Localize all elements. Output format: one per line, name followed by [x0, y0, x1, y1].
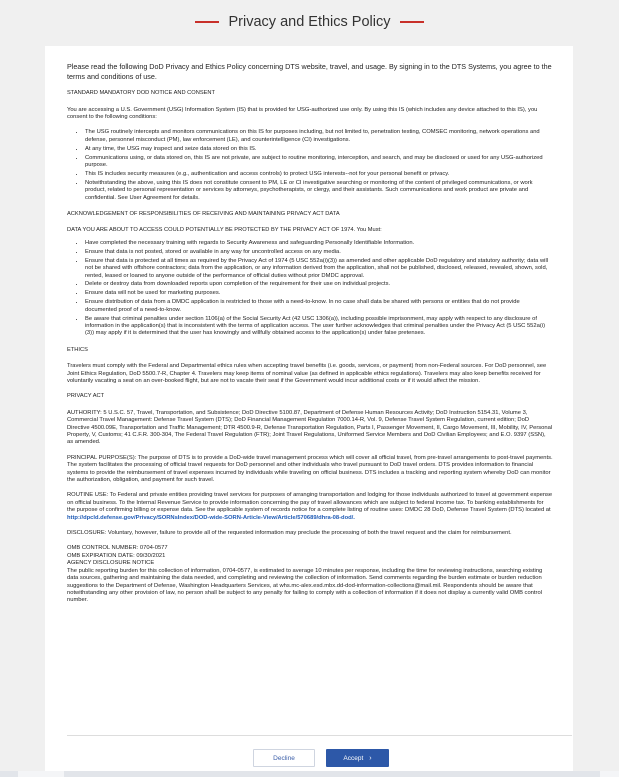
- privacy-data-heading: DATA YOU ARE ABOUT TO ACCESS COULD POTENTIALLY BE PROTECTED BY THE PRIVACY ACT OF 1974. You Must:: [67, 227, 382, 234]
- ethics-body: Travelers must comply with the Federal and Departmental ethics rules when accepting travel benefits (i.e. goods, services, or payment) from non-Federal sources. For DoD personnel, see Joint Ethics Regulation, DoD 5500.7-R, Chapter 4. Travelers may keep items of nominal value (as defined in applicable ethics regulations). Travelers may also keep benefits received for voluntarily vacating a seat on an over-booked flight, but are not to vacate their seat if the Government would incur additional costs or if it would affect the mission.: [67, 363, 547, 384]
- page-title: Privacy and Ethics Policy: [228, 14, 391, 30]
- authority-text: AUTHORITY: 5 U.S.C. 57, Travel, Transportation, and Subsistence; DoD Directive 5100.87, Department of Defense Human Resources Activity; DoD Instruction 5154.31, Volume 3, Commercial Travel Management: Defense Travel System (DTS); DoD Financial Management Regulation 7000.14-R, Vol. 9, Defense Travel System Regulation, current edition; DoD Directive 4500.09E, Transportation and Traffic Management; DTR 4500.9-R, Defense Transportation Regulation, Parts I, Passenger Movement, II, Cargo Movement, III, Mobility, IV, Personal Property, V, Customs; 41 C.F.R. 300-304, The Federal Travel Regulation (FTR); Joint Travel Regulations, Uniformed Service Members and DoD Civilian Employees; and E.O. 9397 (SSN), as amended.: [67, 409, 553, 446]
- agency-disclosure-body: The public reporting burden for this collection of information, 0704-0577, is estimated to average 10 minutes per response, including the time for reviewing instructions, searching existing data sources, gathering and maintaining the data needed, and completing and reviewing the collection of information. Send comments regarding the burden estimate or burden reduction suggestions to the Department of Defense, Washington Headquarters Services, at whs.mc-alex.esd.mbx.dd-dod-information-collections@mail.mil. Respondents should be aware that notwithstanding any other provision of law, no person shall be subject to any penalty for failing to comply with a collection of information if it does not display a currently valid OMB control number.: [67, 567, 543, 604]
- policy-card[interactable]: [45, 46, 573, 777]
- privacy-act-heading: PRIVACY ACT: [67, 393, 105, 400]
- acknowledgement-heading: ACKNOWLEDGEMENT OF RESPONSIBILITIES OF RECEIVING AND MAINTAINING PRIVACY ACT DATA: [67, 211, 340, 218]
- ethics-heading: ETHICS: [67, 346, 88, 353]
- list-item: • Ensure data will not be used for marketing purposes.: [85, 290, 553, 297]
- disclosure-text: DISCLOSURE: Voluntary, however, failure to provide all of the requested information may preclude the processing of both the travel request and the claim for reimbursement.: [67, 530, 512, 537]
- routine-use-body: ROUTINE USE: To Federal and private entities providing travel services for purposes of arranging transportation and lodging for those individuals authorized to travel at government expense on official business. To the Internal Revenue Service to provide information concerning the pay of travel allowances which are subject to federal income tax. To banking establishments for the purpose of confirming billing or expense data. See the applicable system of records notice for a complete listing of routine uses: DMDC 28 DoD, Defense Travel System (DTS) located at: [67, 492, 553, 514]
- list-item: • Ensure that data is not posted, stored or available in any way for uncontrolled access on any media.: [85, 249, 553, 256]
- list-item: • Be aware that criminal penalties under section 1106(a) of the Social Security Act (42 USC 1306(a)), including possible imprisonment, may apply with respect to any disclosure of information in the application(s) that is inconsistent with the terms of application access. The user further acknowledges that criminal penalties under the Privacy Act (5 USC 552a(i)(3)) may apply if it is determined that the user has knowingly and willfully obtained access to the application(s) under false pretenses.: [85, 316, 553, 338]
- omb-expiration-date: OMB EXPIRATION DATE: 09/30/2021: [67, 552, 166, 559]
- bottom-strip-segment: [600, 771, 619, 777]
- notice-heading: STANDARD MANDATORY DOD NOTICE AND CONSENT: [67, 90, 215, 97]
- list-item: • This IS includes security measures (e.g., authentication and access controls) to protect USG interests--not for your personal benefit or privacy.: [85, 171, 553, 178]
- notice-body: You are accessing a U.S. Government (USG) Information System (IS) that is provided for USG-authorized use only. By using this IS (which includes any device attached to this IS), you consent to the following conditions:: [67, 106, 538, 120]
- agency-disclosure-heading: AGENCY DISCLOSURE NOTICE: [67, 560, 155, 567]
- policy-content: [67, 62, 553, 605]
- list-item: • At any time, the USG may inspect and seize data stored on this IS.: [85, 146, 553, 153]
- list-item: • Ensure distribution of data from a DMDC application is restricted to those with a need-to-know. In no case shall data be shared with persons or entities that do not provide documented proof of a need-to-know.: [85, 299, 553, 314]
- omb-control-number: OMB CONTROL NUMBER: 0704-0577: [67, 545, 168, 552]
- list-item: • The USG routinely intercepts and monitors communications on this IS for purposes including, but not limited to, penetration testing, COMSEC monitoring, network operations and defense, personnel misconduct (PM), law enforcement (LE), and counterintelligence (CI) investigations.: [85, 129, 553, 144]
- list-item: • Have completed the necessary training with regards to Security Awareness and safeguarding Personally Identifiable Information.: [85, 240, 553, 247]
- notice-list: [67, 129, 553, 202]
- title-decoration-right: [400, 21, 424, 23]
- list-item: • Delete or destroy data from downloaded reports upon completion of the requirement for their use on individual projects.: [85, 281, 553, 288]
- chevron-right-icon: ›: [369, 754, 372, 762]
- privacy-data-list: [67, 240, 553, 338]
- title-decoration-left: [195, 21, 219, 23]
- list-item: • Ensure that data is protected at all times as required by the Privacy Act of 1974 (5 USC 552a(i)(3)) as amended and other applicable DoD regulatory and statutory authority; data will not be shared with offshore contractors; data from the application, or any information derived from the application, shall not be published, disclosed, released, revealed, shown, sold, rented, leased or loaned to anyone outside of the performance of official duties without prior DMDC approval.: [85, 258, 553, 280]
- bottom-strip-segment: [18, 771, 64, 777]
- routine-use-text: [67, 492, 553, 522]
- footer-divider: [67, 735, 572, 736]
- action-buttons: [253, 749, 389, 767]
- sorn-link[interactable]: http://dpcld.defense.gov/Privacy/SORNsIndex/DOD-wide-SORN-Article-View/Article/570689/dhra-08-dod/.: [67, 514, 355, 521]
- bottom-scroll-strip: [0, 771, 619, 777]
- purpose-text: PRINCIPAL PURPOSE(S): The purpose of DTS is to provide a DoD-wide travel management process which will cover all official travel, from pre-travel arrangements to post-travel payments. The system facilitates the processing of official travel requests for DoD personnel and other individuals who travel pursuant to DoD travel orders. DTS provides information to financial systems to provide the reimbursement of travel expenses incurred by individuals while traveling on official business. DTS includes a tracking and reporting system whereby DoD can monitor the authorization, obligation, and payment for such travel.: [67, 454, 553, 484]
- intro-text: Please read the following DoD Privacy and Ethics Policy concerning DTS website, travel, and usage. By signing in to the DTS Systems, you agree to the terms and conditions of use.: [67, 62, 552, 81]
- list-item: • Communications using, or data stored on, this IS are not private, are subject to routine monitoring, interception, and search, and may be disclosed or used for any USG-authorized purpose.: [85, 155, 553, 170]
- decline-label: Decline: [273, 754, 295, 762]
- accept-label: Accept: [343, 754, 364, 762]
- decline-button[interactable]: [253, 749, 315, 767]
- page-header: [0, 0, 619, 44]
- accept-button[interactable]: [326, 749, 389, 767]
- list-item: • Notwithstanding the above, using this IS does not constitute consent to PM, LE or CI investigative searching or monitoring of the content of privileged communications, or work product, related to personal representation or services by attorneys, psychotherapists, or clergy, and their assistants. Such communications and work product are private and confidential. See User Agreement for details.: [85, 180, 553, 202]
